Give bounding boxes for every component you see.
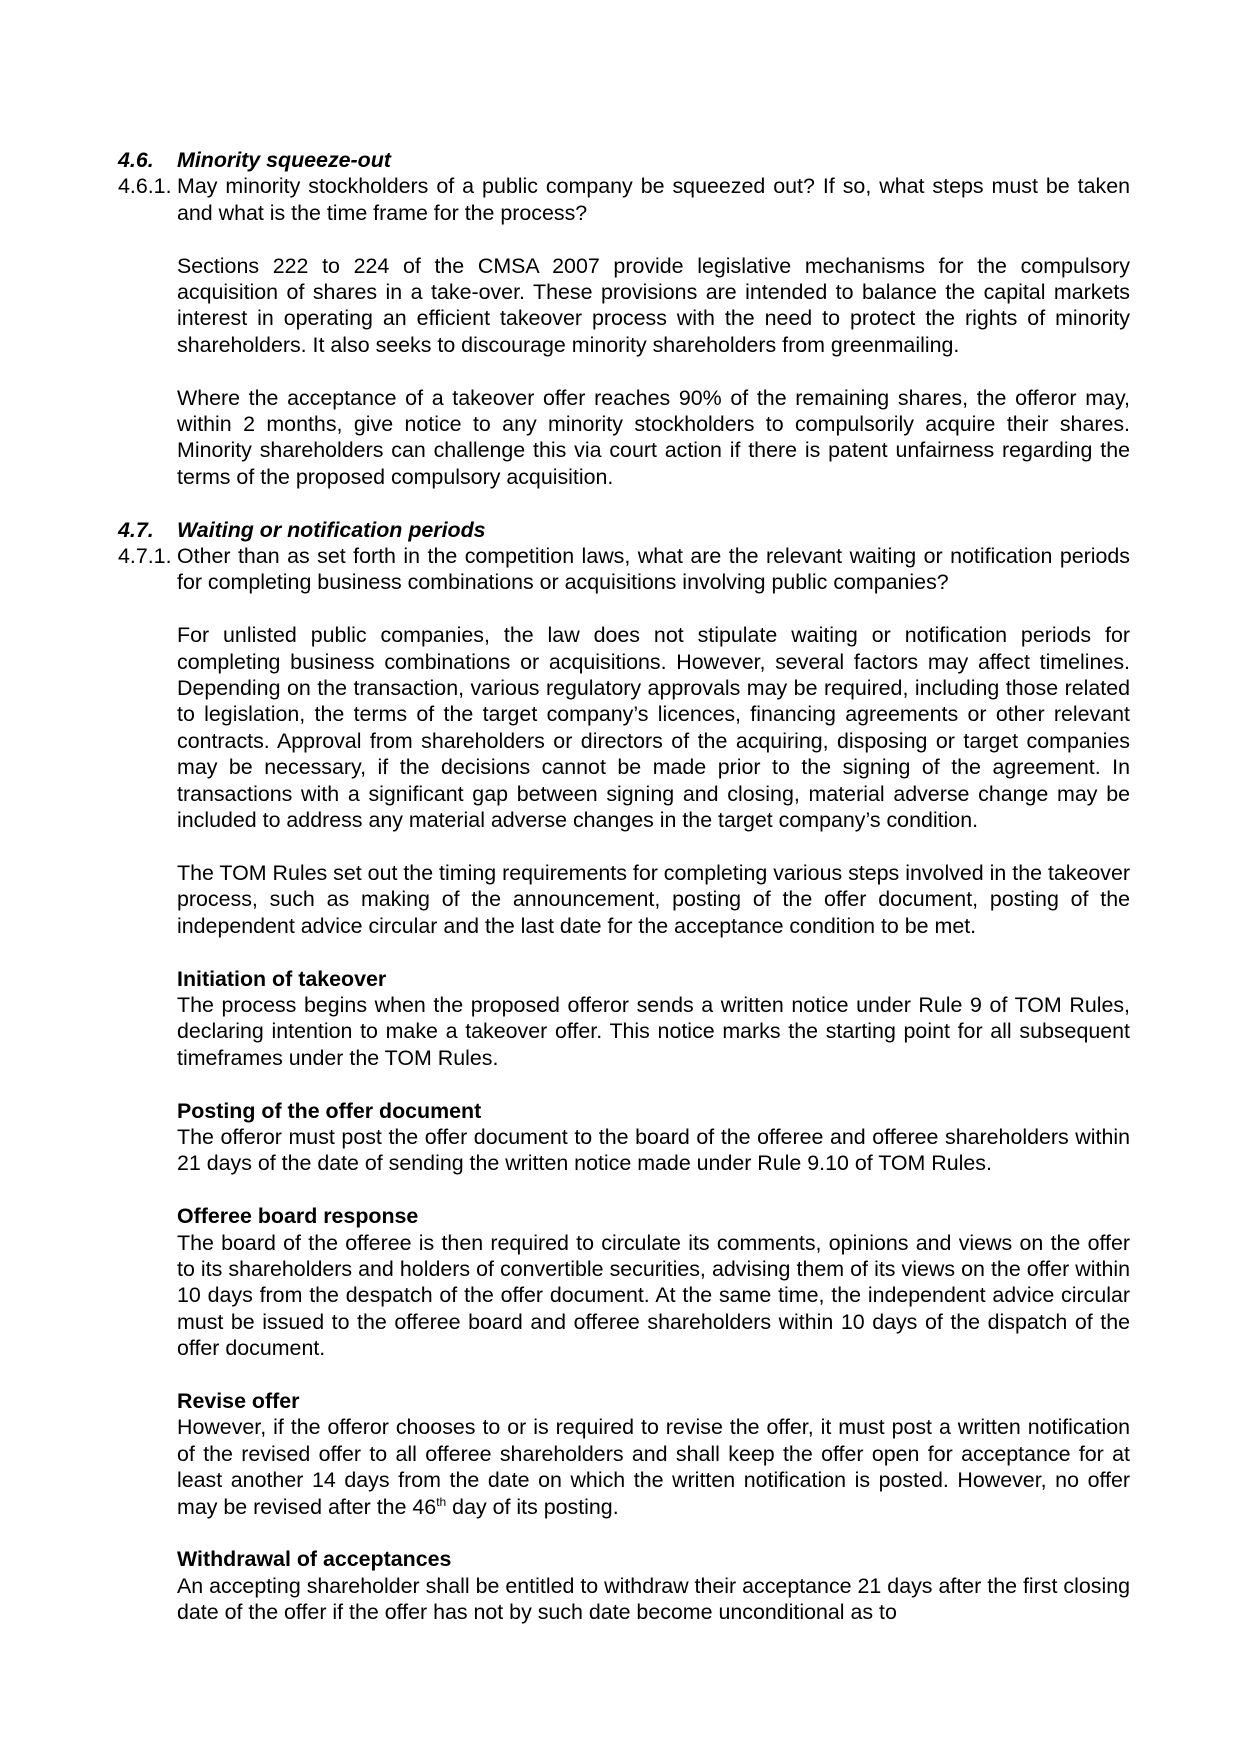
question-row (118, 173, 1130, 226)
subsection-heading: Revise offer (177, 1388, 300, 1413)
subsection-heading: Offeree board response (177, 1204, 419, 1229)
section-number: 4.6. (118, 148, 154, 172)
subsection-heading: Initiation of takeover (177, 966, 387, 991)
section-heading (118, 147, 1130, 173)
question-number: 4.6.1. (118, 174, 172, 199)
subsection-body: The process begins when the proposed offeror sends a written notice under Rule 9 of TOM Rules, declaring intention to make a takeover offer. This notice marks the starting point for all subsequent timeframes under the TOM Rules. (177, 992, 1130, 1070)
question-text: Other than as set forth in the competition laws, what are the relevant waiting or notification periods for completing business combinations or acquisitions involving public companies? (177, 544, 1130, 595)
ordinal-superscript: th (436, 1494, 447, 1509)
question-row (118, 543, 1130, 596)
section-title: Waiting or notification periods (177, 517, 486, 542)
subsection-body: The board of the offeree is then required to circulate its comments, opinions and views on the offer to its shareholders and holders of convertible securities, advising them of its views on the offer within 10 days from the despatch of the offer document. At the same time, the independent advice circular must be issued to the offeree board and offeree shareholders within 10 days of the dispatch of the offer document. (177, 1230, 1130, 1361)
subsection-body (177, 1414, 1130, 1520)
subsection-body: An accepting shareholder shall be entitled to withdraw their acceptance 21 days after the first closing date of the offer if the offer has not by such date become unconditional as to (177, 1573, 1130, 1625)
paragraph: The TOM Rules set out the timing requirements for completing various steps involved in the takeover process, such as making of the announcement, posting of the offer document, posting of the independent advice circular and the last date for the acceptance condition to be met. (177, 860, 1130, 938)
section-title: Minority squeeze-out (177, 148, 391, 172)
section-heading (118, 517, 1130, 543)
question-text: May minority stockholders of a public company be squeezed out? If so, what steps must be taken and what is the time frame for the process? (177, 174, 1130, 225)
question-number: 4.7.1. (118, 544, 172, 569)
section-number: 4.7. (118, 517, 154, 542)
subsection-body-text: day of its posting. (446, 1494, 619, 1519)
page-content (118, 147, 1130, 1626)
subsection-body: The offeror must post the offer document to the board of the offeree and offeree shareholders within 21 days of the date of sending the written notice made under Rule 9.10 of TOM Rules. (177, 1124, 1130, 1176)
paragraph: Where the acceptance of a takeover offer reaches 90% of the remaining shares, the offeror may, within 2 months, give notice to any minority stockholders to compulsorily acquire their shares. Minority shareholders can challenge this via court action if there is patent unfairness regarding the terms of the proposed compulsory acquisition. (177, 385, 1130, 489)
paragraph: For unlisted public companies, the law does not stipulate waiting or notification periods for completing business combinations or acquisitions. However, several factors may affect timelines. Depending on the transaction, various regulatory approvals may be required, including those related to legislation, the terms of the target company’s licences, financing agreements or other relevant contracts. Approval from shareholders or directors of the acquiring, disposing or target companies may be necessary, if the decisions cannot be made prior to the signing of the agreement. In transactions with a significant gap between signing and closing, material adverse change may be included to address any material adverse changes in the target company’s condition. (177, 623, 1130, 833)
subsection-heading: Posting of the offer document (177, 1098, 482, 1123)
paragraph: Sections 222 to 224 of the CMSA 2007 provide legislative mechanisms for the compulsory acquisition of shares in a take-over. These provisions are intended to balance the capital markets interest in operating an efficient takeover process with the need to protect the rights of minority shareholders. It also seeks to discourage minority shareholders from greenmailing. (177, 253, 1130, 357)
subsection-heading: Withdrawal of acceptances (177, 1547, 452, 1572)
subsection-body-text: However, if the offeror chooses to or is required to revise the offer, it must post a written notification of the revised offer to all offeree shareholders and shall keep the offer open for acceptance for at least another 14 days from the date on which the written notification is posted. However, no offer may be revised after the 46 (177, 1415, 1130, 1519)
